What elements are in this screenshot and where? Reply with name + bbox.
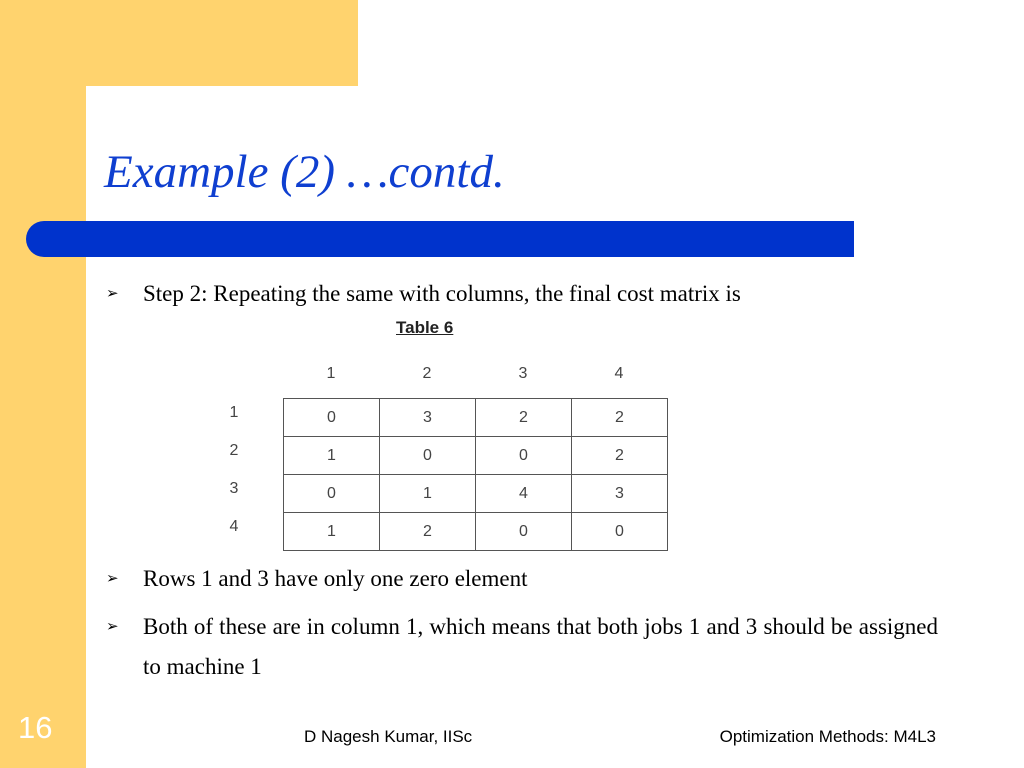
- table-cell: 2: [380, 513, 476, 551]
- background-top-band: [0, 0, 358, 86]
- table-cell: 2: [572, 437, 668, 475]
- table-cell: 0: [380, 437, 476, 475]
- table-cell: 3: [572, 475, 668, 513]
- table-cell: 0: [476, 513, 572, 551]
- table-cell: 3: [380, 399, 476, 437]
- table-cell: 0: [284, 399, 380, 437]
- table-cell: 2: [476, 399, 572, 437]
- bullet-rows-zero: [106, 559, 938, 599]
- table-cell: 0: [572, 513, 668, 551]
- table-row: [284, 475, 668, 513]
- cost-matrix-table: [283, 398, 668, 551]
- slide-title: Example (2) …contd.: [104, 146, 505, 198]
- arrowhead-bullet-icon: ➢: [106, 571, 119, 587]
- bullet-text: Step 2: Repeating the same with columns, the final cost matrix is: [143, 281, 741, 306]
- row-header-2: 2: [229, 442, 239, 459]
- footer-course: Optimization Methods: M4L3: [719, 727, 936, 746]
- table-row: [284, 399, 668, 437]
- table-cell: 1: [284, 513, 380, 551]
- column-header-1: 1: [326, 365, 336, 382]
- table-cell: 1: [284, 437, 380, 475]
- column-header-4: 4: [614, 365, 624, 382]
- table-cell: 4: [476, 475, 572, 513]
- title-underline-bar: [26, 221, 854, 257]
- background-left-band: [0, 0, 86, 768]
- row-header-3: 3: [229, 480, 239, 497]
- footer-author: D Nagesh Kumar, IISc: [304, 727, 473, 746]
- bullet-assignment: [106, 607, 938, 687]
- column-header-3: 3: [518, 365, 528, 382]
- bullet-text: Both of these are in column 1, which means that both jobs 1 and 3 should be assigned to machine 1: [143, 614, 938, 679]
- row-header-1: 1: [229, 404, 239, 421]
- arrowhead-bullet-icon: ➢: [106, 286, 119, 302]
- table-cell: 0: [476, 437, 572, 475]
- row-header-4: 4: [229, 518, 239, 535]
- bullet-text: Rows 1 and 3 have only one zero element: [143, 566, 528, 591]
- page-number: 16: [18, 710, 53, 745]
- arrowhead-bullet-icon: ➢: [106, 619, 119, 635]
- bullet-step-2: [106, 274, 938, 314]
- table-cell: 2: [572, 399, 668, 437]
- table-row: [284, 437, 668, 475]
- table-row: [284, 513, 668, 551]
- column-header-2: 2: [422, 365, 432, 382]
- table-cell: 1: [380, 475, 476, 513]
- table-caption: Table 6: [396, 318, 454, 337]
- table-cell: 0: [284, 475, 380, 513]
